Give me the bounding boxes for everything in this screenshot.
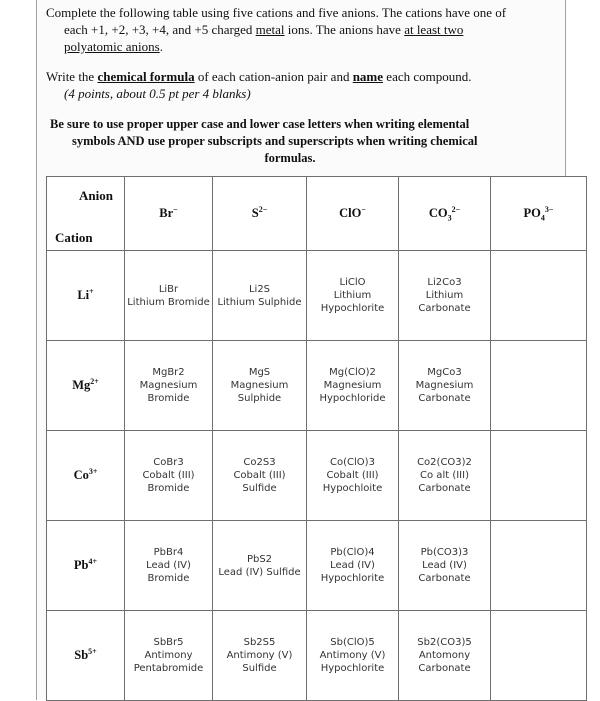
answer-cell[interactable] [491, 251, 587, 341]
compound-name: Bromide [147, 483, 190, 494]
compound-formula: Li2Co3 [427, 277, 462, 288]
answer-cell[interactable] [399, 521, 491, 611]
cation-row [47, 611, 587, 701]
instruction-line-2: each +1, +2, +3, +4, and +5 charged metal ions. The anions have at least two [64, 22, 464, 37]
compound-formula: Sb(ClO)5 [330, 637, 375, 648]
compound-name: Bromide [147, 393, 190, 404]
answer-cell[interactable] [307, 431, 399, 521]
answer-cell[interactable] [213, 521, 307, 611]
compound-formula: MgS [248, 367, 271, 378]
corner-cell [47, 177, 125, 251]
cation-row [47, 431, 587, 521]
compound-formula: PbBr4 [153, 547, 184, 558]
anion-header: Br− [125, 177, 213, 251]
compound-name: Carbonate [418, 393, 471, 404]
compound-formula: MgCo3 [427, 367, 462, 378]
compound-name: Antimony [144, 650, 193, 661]
cation-row [47, 521, 587, 611]
polyatomic-anions-emphasis: polyatomic anions [64, 39, 160, 54]
note-line-2: symbols AND use proper subscripts and superscripts when writing chemical [72, 134, 478, 148]
answer-cell[interactable] [399, 341, 491, 431]
answer-cell[interactable] [307, 341, 399, 431]
compound-name: Magnesium [415, 380, 474, 391]
answer-cell[interactable] [125, 251, 213, 341]
compound-formula: Li2S [248, 283, 271, 295]
compound-name: Magnesium [230, 380, 289, 391]
answer-cell[interactable] [399, 431, 491, 521]
compound-name: Lead (IV) [330, 560, 375, 571]
answer-cell[interactable] [213, 251, 307, 341]
answer-cell[interactable] [213, 341, 307, 431]
compound-formula: Pb(CO3)3 [420, 547, 469, 558]
compound-name: Lithium Sulphide [217, 296, 302, 308]
anion-header: ClO− [307, 177, 399, 251]
compound-name: Hypochlorite [320, 663, 385, 674]
answer-cell[interactable] [491, 341, 587, 431]
compound-name: Magnesium [139, 380, 198, 391]
answer-cell[interactable] [307, 521, 399, 611]
compound-formula: CoBr3 [153, 457, 184, 468]
compound-name: Cobalt (III) [233, 470, 286, 481]
write-instructions [46, 68, 546, 102]
answer-cell[interactable] [307, 251, 399, 341]
answer-cell[interactable] [213, 431, 307, 521]
compound-name: Lithium [425, 290, 464, 301]
note-line-1: Be sure to use proper upper case and lower case letters when writing elemental [50, 117, 470, 131]
answer-cell[interactable] [491, 611, 587, 701]
compound-name: Lithium [333, 290, 372, 301]
compound-formula: Co2(CO3)2 [417, 457, 472, 468]
cation-row [47, 341, 587, 431]
answer-cell[interactable] [399, 251, 491, 341]
cation-header: $Mg^{2+}$ [47, 341, 125, 431]
compound-formula: LiBr [158, 283, 179, 295]
answer-cell[interactable] [491, 521, 587, 611]
points-note: (4 points, about 0.5 pt per 4 blanks) [64, 86, 251, 101]
compound-name: Hypochloride [319, 393, 386, 404]
compound-name: Sulphide [237, 393, 282, 404]
note-line-3: formulas. [264, 151, 316, 165]
compound-name: Antomony [418, 650, 471, 661]
ion-table [46, 176, 587, 701]
compound-name: Sulfide [242, 483, 277, 494]
cation-header: $Co^{3+}$ [47, 431, 125, 521]
compound-name: Hypochlorite [320, 303, 385, 314]
at-least-two-emphasis: at least two [404, 22, 464, 37]
anion-header-row [47, 177, 587, 251]
compound-name: Lead (IV) [146, 560, 191, 571]
compound-name: Antimony (V) [319, 650, 386, 661]
cation-header: $Pb^{4+}$ [47, 521, 125, 611]
compound-name: Magnesium [323, 380, 382, 391]
compound-name: Carbonate [418, 303, 471, 314]
name-emphasis: name [352, 69, 384, 84]
cation-label: Cation [55, 230, 93, 245]
anion-header: $S^{2-}$ [213, 177, 307, 251]
answer-cell[interactable] [491, 431, 587, 521]
compound-formula: Co2S3 [243, 457, 276, 468]
compound-formula: PbS2 [246, 553, 273, 565]
compound-name: Hypochloite [322, 483, 383, 494]
task-instructions [46, 4, 536, 55]
compound-formula: Co(ClO)3 [330, 457, 375, 468]
compound-formula: Sb2(CO3)5 [417, 637, 472, 648]
instruction-line-3: polyatomic anions. [64, 39, 163, 54]
compound-name: Sulfide [242, 663, 277, 674]
compound-name: Carbonate [418, 483, 471, 494]
compound-formula: Pb(ClO)4 [330, 547, 375, 558]
compound-name: Cobalt (III) [142, 470, 195, 481]
cation-header: Li+ [47, 251, 125, 341]
answer-cell[interactable] [125, 521, 213, 611]
metal-emphasis: metal [255, 22, 285, 37]
compound-formula: SbBr5 [153, 637, 184, 648]
answer-cell[interactable] [125, 431, 213, 521]
compound-name: Cobalt (III) [326, 470, 379, 481]
compound-name: Lithium Bromide [127, 296, 210, 308]
answer-cell[interactable] [125, 611, 213, 701]
compound-formula: Sb2S5 [243, 637, 276, 648]
formatting-note [50, 116, 550, 167]
cation-row [47, 251, 587, 341]
compound-name: Lead (IV) [422, 560, 467, 571]
cation-header: $Sb^{5+}$ [47, 611, 125, 701]
answer-cell[interactable] [213, 611, 307, 701]
answer-cell[interactable] [399, 611, 491, 701]
write-line: Write the chemical formula of each cation-anion pair and name each compound. [46, 69, 472, 84]
answer-cell[interactable] [307, 611, 399, 701]
compound-name: Co alt (III) [420, 470, 469, 481]
compound-name: Bromide [147, 573, 190, 584]
chemical-formula-emphasis: chemical formula [97, 69, 195, 84]
compound-name: Carbonate [418, 663, 471, 674]
compound-formula: MgBr2 [152, 367, 185, 378]
compound-name: Pentabromide [133, 663, 204, 674]
compound-rows [47, 251, 587, 701]
compound-name: Antimony (V) [226, 650, 293, 661]
compound-name: Hypochlorite [320, 573, 385, 584]
compound-formula: LiClO [339, 277, 366, 288]
anion-header: $CO_3^{2-}$ [399, 177, 491, 251]
anion-label: Anion [79, 188, 113, 203]
compound-name: Carbonate [418, 573, 471, 584]
compound-name: Lead (IV) Sulfide [218, 566, 301, 578]
instruction-line-1: Complete the following table using five cations and five anions. The cations have one of [46, 5, 507, 20]
compound-formula: Mg(ClO)2 [329, 367, 376, 378]
answer-cell[interactable] [125, 341, 213, 431]
anion-header: $PO_4^{3-}$ [491, 177, 587, 251]
